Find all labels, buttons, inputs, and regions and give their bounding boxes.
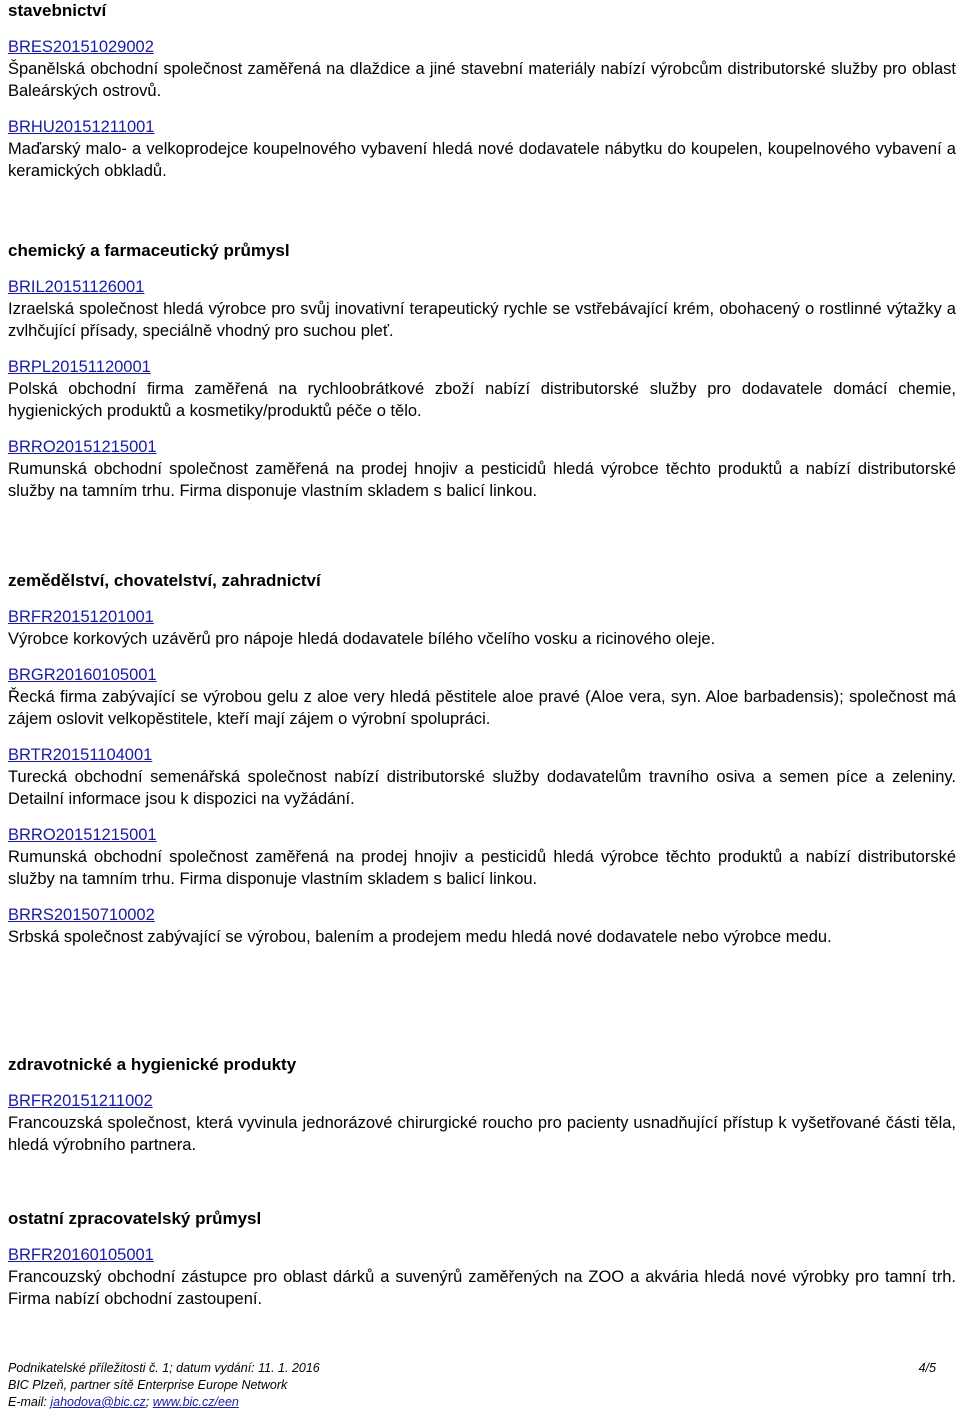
entry-code-link[interactable]: BRFR20160105001 <box>8 1246 154 1264</box>
entry-description: Polská obchodní firma zaměřená na rychloobrátkové zboží nabízí distributorské služby pro dodavatele domácí chemie, hygienických produktů a kosmetiky/produktů péče o tělo. <box>8 380 956 420</box>
section <box>8 570 956 948</box>
entry-code-link[interactable]: BRES20151029002 <box>8 38 154 56</box>
page-number: 4/5 <box>918 1361 936 1375</box>
section <box>8 1208 956 1310</box>
entry-description: Francouzská společnost, která vyvinula jednorázové chirurgické roucho pro pacienty usnadňující přístup k vyšetřované části těla, hledá výrobního partnera. <box>8 1114 956 1154</box>
entry-code-link[interactable]: BRTR20151104001 <box>8 746 153 764</box>
entry-code-link[interactable]: BRRO20151215001 <box>8 826 157 844</box>
footer-email-label: E-mail: <box>8 1395 51 1409</box>
entry-description: Srbská společnost zabývající se výrobou, balením a prodejem medu hledá nové dodavatele nebo výrobce medu. <box>8 928 832 946</box>
page-footer <box>8 1360 936 1411</box>
section-title: stavebnictví <box>8 1 107 20</box>
entry-description: Rumunská obchodní společnost zaměřená na prodej hnojiv a pesticidů hledá výrobce těchto produktů a nabízí distributorské služby na tamním trhu. Firma disponuje vlastním skladem s balicí linkou. <box>8 848 956 888</box>
entry-code-link[interactable]: BRPL20151120001 <box>8 358 151 376</box>
entry-code-link[interactable]: BRFR20151211002 <box>8 1092 153 1110</box>
section-title: zemědělství, chovatelství, zahradnictví <box>8 571 321 590</box>
footer-email-link[interactable]: jahodova@bic.cz <box>50 1395 146 1409</box>
entry-code-link[interactable]: BRRO20151215001 <box>8 438 157 456</box>
list-item <box>8 664 956 730</box>
list-item <box>8 1090 956 1156</box>
entry-description: Výrobce korkových uzávěrů pro nápoje hledá dodavatele bílého včelího vosku a ricinového oleje. <box>8 630 716 648</box>
entry-description: Maďarský malo- a velkoprodejce koupelnového vybavení hledá nové dodavatele nábytku do koupelen, koupelnového vybavení a keramických obkladů. <box>8 140 956 180</box>
section-title: chemický a farmaceutický průmysl <box>8 241 290 260</box>
list-item <box>8 824 956 890</box>
section-title: zdravotnické a hygienické produkty <box>8 1055 297 1074</box>
entry-description: Řecká firma zabývající se výrobou gelu z aloe very hledá pěstitele aloe pravé (Aloe vera, syn. Aloe barbadensis); společnost má zájem oslovit velkopěstitele, kteří mají zájem o výrobní spolupráci. <box>8 688 956 728</box>
list-item <box>8 276 956 342</box>
list-item <box>8 356 956 422</box>
list-item <box>8 436 956 502</box>
entry-code-link[interactable]: BRRS20150710002 <box>8 906 155 924</box>
list-item <box>8 904 956 948</box>
section <box>8 0 956 182</box>
section-title: ostatní zpracovatelský průmysl <box>8 1209 262 1228</box>
list-item <box>8 36 956 102</box>
entry-code-link[interactable]: BRIL20151126001 <box>8 278 145 296</box>
entry-description: Turecká obchodní semenářská společnost nabízí distributorské služby dodavatelům travního osiva a semen píce a zeleniny. Detailní informace jsou k dispozici na vyžádání. <box>8 768 956 808</box>
list-item <box>8 606 956 650</box>
footer-publication-info: Podnikatelské příležitosti č. 1; datum vydání: 11. 1. 2016 <box>8 1361 320 1375</box>
entry-description: Izraelská společnost hledá výrobce pro svůj inovativní terapeutický rychle se vstřebávající krém, obohacený o rostlinné výtažky a zvlhčující přísady, speciálně vhodný pro suchou pleť. <box>8 300 956 340</box>
entry-code-link[interactable]: BRFR20151201001 <box>8 608 154 626</box>
entry-code-link[interactable]: BRHU20151211001 <box>8 118 155 136</box>
footer-separator: ; <box>145 1395 153 1409</box>
entry-description: Francouzský obchodní zástupce pro oblast dárků a suvenýrů zaměřených na ZOO a akvária hledá nové výrobky pro tamní trh. Firma nabízí obchodní zastoupení. <box>8 1268 956 1308</box>
section <box>8 1054 956 1156</box>
footer-organization: BIC Plzeň, partner sítě Enterprise Europe Network <box>8 1378 288 1392</box>
footer-web-link[interactable]: www.bic.cz/een <box>152 1395 239 1409</box>
list-item <box>8 744 956 810</box>
entry-description: Španělská obchodní společnost zaměřená na dlaždice a jiné stavební materiály nabízí výrobcům distributorské služby pro oblast Baleárských ostrovů. <box>8 60 956 100</box>
entry-code-link[interactable]: BRGR20160105001 <box>8 666 157 684</box>
list-item <box>8 116 956 182</box>
section <box>8 240 956 502</box>
entry-description: Rumunská obchodní společnost zaměřená na prodej hnojiv a pesticidů hledá výrobce těchto produktů a nabízí distributorské služby na tamním trhu. Firma disponuje vlastním skladem s balicí linkou. <box>8 460 956 500</box>
list-item <box>8 1244 956 1310</box>
